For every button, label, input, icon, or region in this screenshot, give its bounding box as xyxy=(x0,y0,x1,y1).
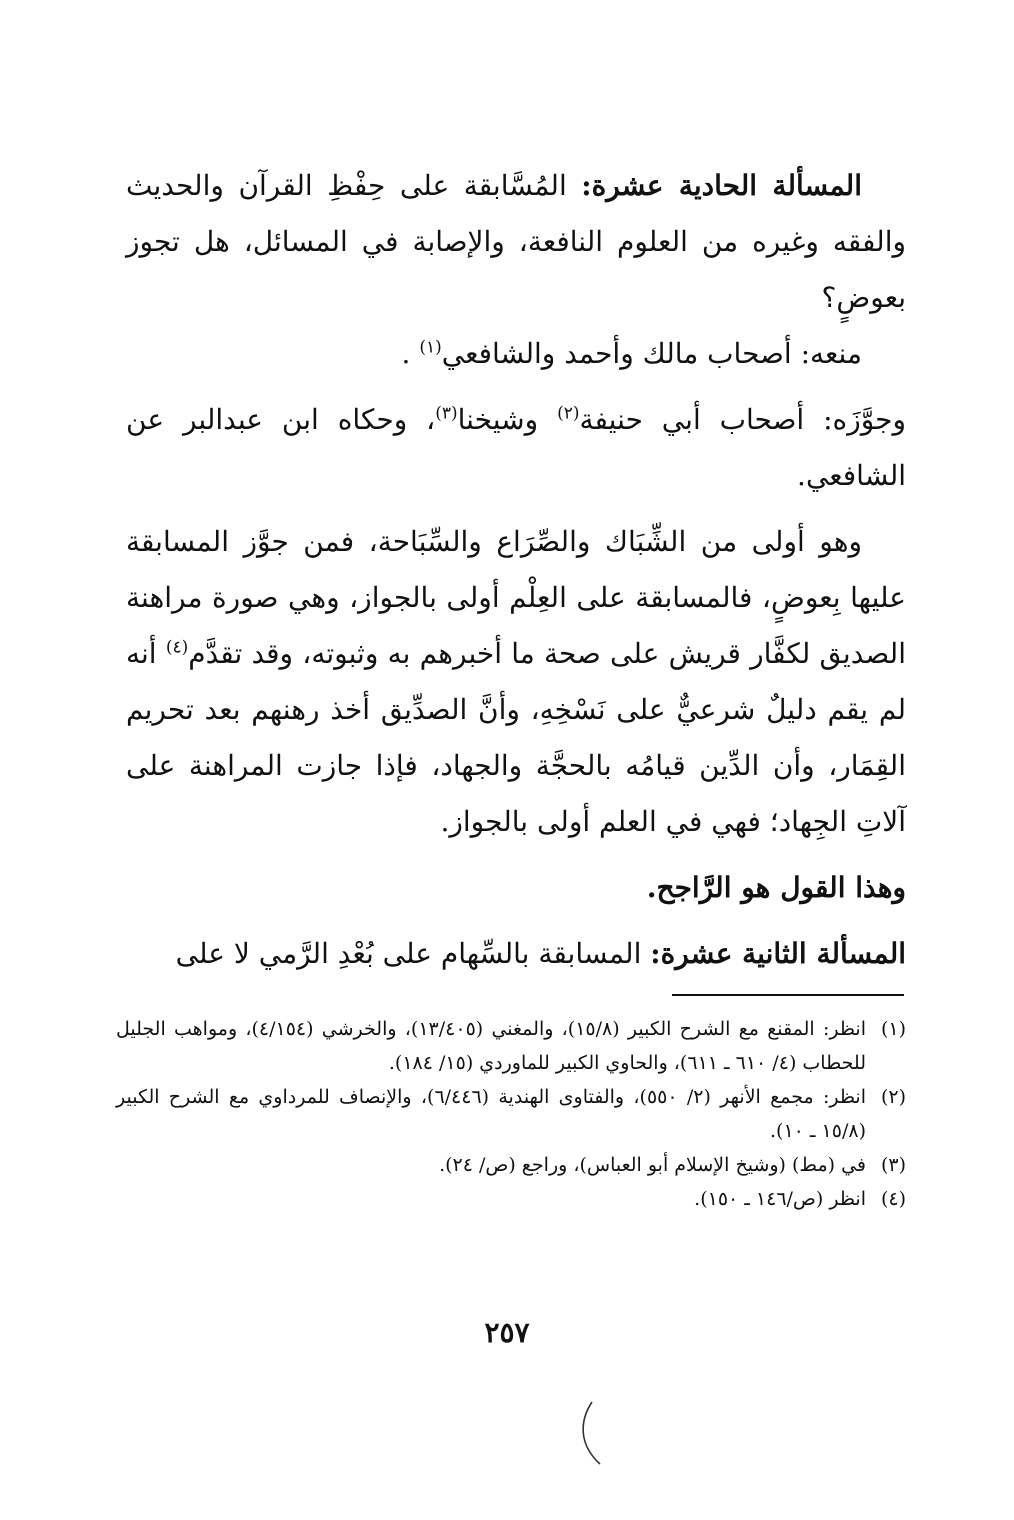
footnote-number: (١) xyxy=(880,1018,906,1040)
main-text xyxy=(126,158,906,982)
paragraph-6 xyxy=(126,926,906,982)
issue-12-heading: المسألة الثانية عشرة: xyxy=(650,937,906,970)
footnote-ref-3: (٣) xyxy=(435,403,458,424)
paragraph-2: منعه: أصحاب مالك وأحمد والشافعي$^{(١)}$ . xyxy=(401,337,862,370)
footnote-text: انظر (ص/١٤٦ ـ ١٥٠). xyxy=(694,1188,866,1210)
footnotes xyxy=(116,1012,906,1216)
footnote-ref-4: (٤) xyxy=(165,637,189,658)
footnote-2 xyxy=(116,1080,906,1148)
footnote-number: (٢) xyxy=(880,1086,906,1108)
footnote-4 xyxy=(116,1182,906,1216)
footnote-separator xyxy=(672,994,904,996)
footnote-number: (٤) xyxy=(880,1188,906,1210)
footnote-3 xyxy=(116,1148,906,1182)
paragraph-1-text: المُسَّابقة على حِفْظِ القرآن والحديث والفقه وغيره من العلوم النافعة، والإصابة في المسائل، هل تجوز بعوضٍ؟ xyxy=(126,169,906,314)
footnote-1 xyxy=(116,1012,906,1080)
footnote-text: انظر: المقنع مع الشرح الكبير (١٥/٨)، والمغني (١٣/٤٠٥)، والخرشي (٤/١٥٤)، ومواهب الجليل للحطاب (٤/ ٦١٠ ـ ٦١١)، والحاوي الكبير للماوردي (١٥/ ١٨٤). xyxy=(116,1018,866,1074)
page-number: ٢٥٧ xyxy=(484,1316,530,1349)
issue-11-heading: المسألة الحادية عشرة: xyxy=(581,169,862,202)
footnote-ref-2: (٢) xyxy=(557,403,580,424)
paragraph-4: وهو أولى من الشِّبَاك والصِّرَاع والسِّبَاحة، فمن جوَّز المسابقة عليها بِعوضٍ، فالمسابقة على العِلْم أولى بالجواز، وهي صورة مراهنة الصديق لكفَّار قريش على صحة ما أخبرهم به وثبوته، وقد تقدَّم$^{(٤)}$ أنه لم يقم دليلٌ شرعيٌّ على نَسْخِهِ، وأنَّ الصدِّيق أخذ رهنهم بعد تحريم القِمَار، وأن الدِّين قيامُه بالحجَّة والجهاد، فإذا جازت المراهنة على آلاتِ الجِهاد؛ فهي في العلم أولى بالجواز. xyxy=(126,525,906,838)
footnote-text: انظر: مجمع الأنهر (٢/ ٥٥٠)، والفتاوى الهندية (٦/٤٤٦)، والإنصاف للمرداوي مع الشرح الكبير (١٥/٨ ـ ١٠). xyxy=(116,1086,866,1142)
paragraph-1 xyxy=(126,158,906,326)
paragraph-6-text: المسابقة بالسِّهام على بُعْدِ الرَّمي لا على xyxy=(175,937,642,970)
binding-mark-icon xyxy=(570,1400,610,1472)
footnote-number: (٣) xyxy=(880,1154,906,1176)
footnote-ref-1: (١) xyxy=(419,337,442,358)
preferred-opinion: وهذا القول هو الرَّاجح. xyxy=(646,871,906,904)
paragraph-3: وجوَّزَه: أصحاب أبي حنيفة$^{(٢)}$ وشيخنا$^{(٣)}$، وحكاه ابن عبدالبر عن الشافعي. xyxy=(126,403,907,492)
footnote-text: في (مط) (وشيخ الإسلام أبو العباس)، وراجع (ص/ ٢٤). xyxy=(439,1154,866,1176)
